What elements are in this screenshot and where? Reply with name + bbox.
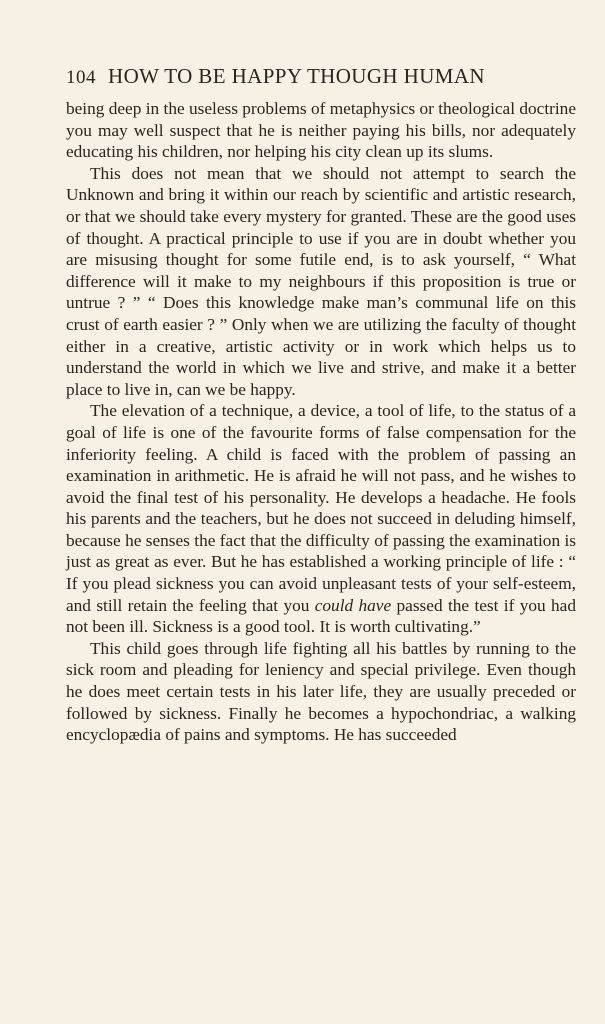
italic-emphasis: could have	[314, 595, 392, 615]
page-number: 104	[66, 67, 96, 88]
paragraph-3-text-after: passed the test if you had not been ill. Sickness is a good tool. It is worth cultivating.”	[66, 595, 576, 637]
body-text	[66, 98, 576, 746]
book-page	[66, 64, 576, 746]
paragraph-4	[66, 638, 576, 746]
paragraph-2-text: This does not mean that we should not attempt to search the Unknown and bring it within our reach by scientific and artistic research, or that we should take every mystery for granted. These are the good uses of thought. A practical principle to use if you are in doubt whether you are misusing thought for some futile end, is to ask yourself, “ What difference will it make to my neighbours if this proposition is true or untrue ? ” “ Does this knowledge make man’s communal life on this crust of earth easier ? ” Only when we are utilizing the faculty of thought either in a creative, artistic activity or in work which helps us to understand the world in which we live and strive, and make it a better place to live in, can we be happy.	[66, 163, 576, 399]
running-title: HOW TO BE HAPPY THOUGH HUMAN	[108, 64, 485, 88]
paragraph-1	[66, 98, 576, 163]
paragraph-4-text: This child goes through life fighting all his battles by running to the sick room and pleading for leniency and special privilege. Even though he does meet certain tests in his later life, they are usually preceded or followed by sickness. Finally he becomes a hypochondriac, a walking encyclopædia of pains and symptoms. He has succeeded	[66, 638, 576, 745]
paragraph-2	[66, 163, 576, 401]
paragraph-1-text: being deep in the useless problems of metaphysics or theological doctrine you may well suspect that he is neither paying his bills, nor adequately educating his children, nor helping his city clean up its slums.	[66, 99, 576, 162]
paragraph-3	[66, 400, 576, 638]
running-head	[66, 64, 576, 98]
paragraph-3-text: The elevation of a technique, a device, a tool of life, to the status of a goal of life is one of the favourite forms of false compensation for the inferiority feeling. A child is faced with the problem of passing an examination in arithmetic. He is afraid he will not pass, and he wishes to avoid the final test of his personality. He develops a headache. He fools his parents and the teachers, but he does not succeed in deluding himself, because he senses the fact that the difficulty of passing the examination is just as great as ever. But he has established a working principle of life : “ If you plead sickness you can avoid unpleasant tests of your self-esteem, and still retain the feeling that you	[66, 401, 576, 615]
